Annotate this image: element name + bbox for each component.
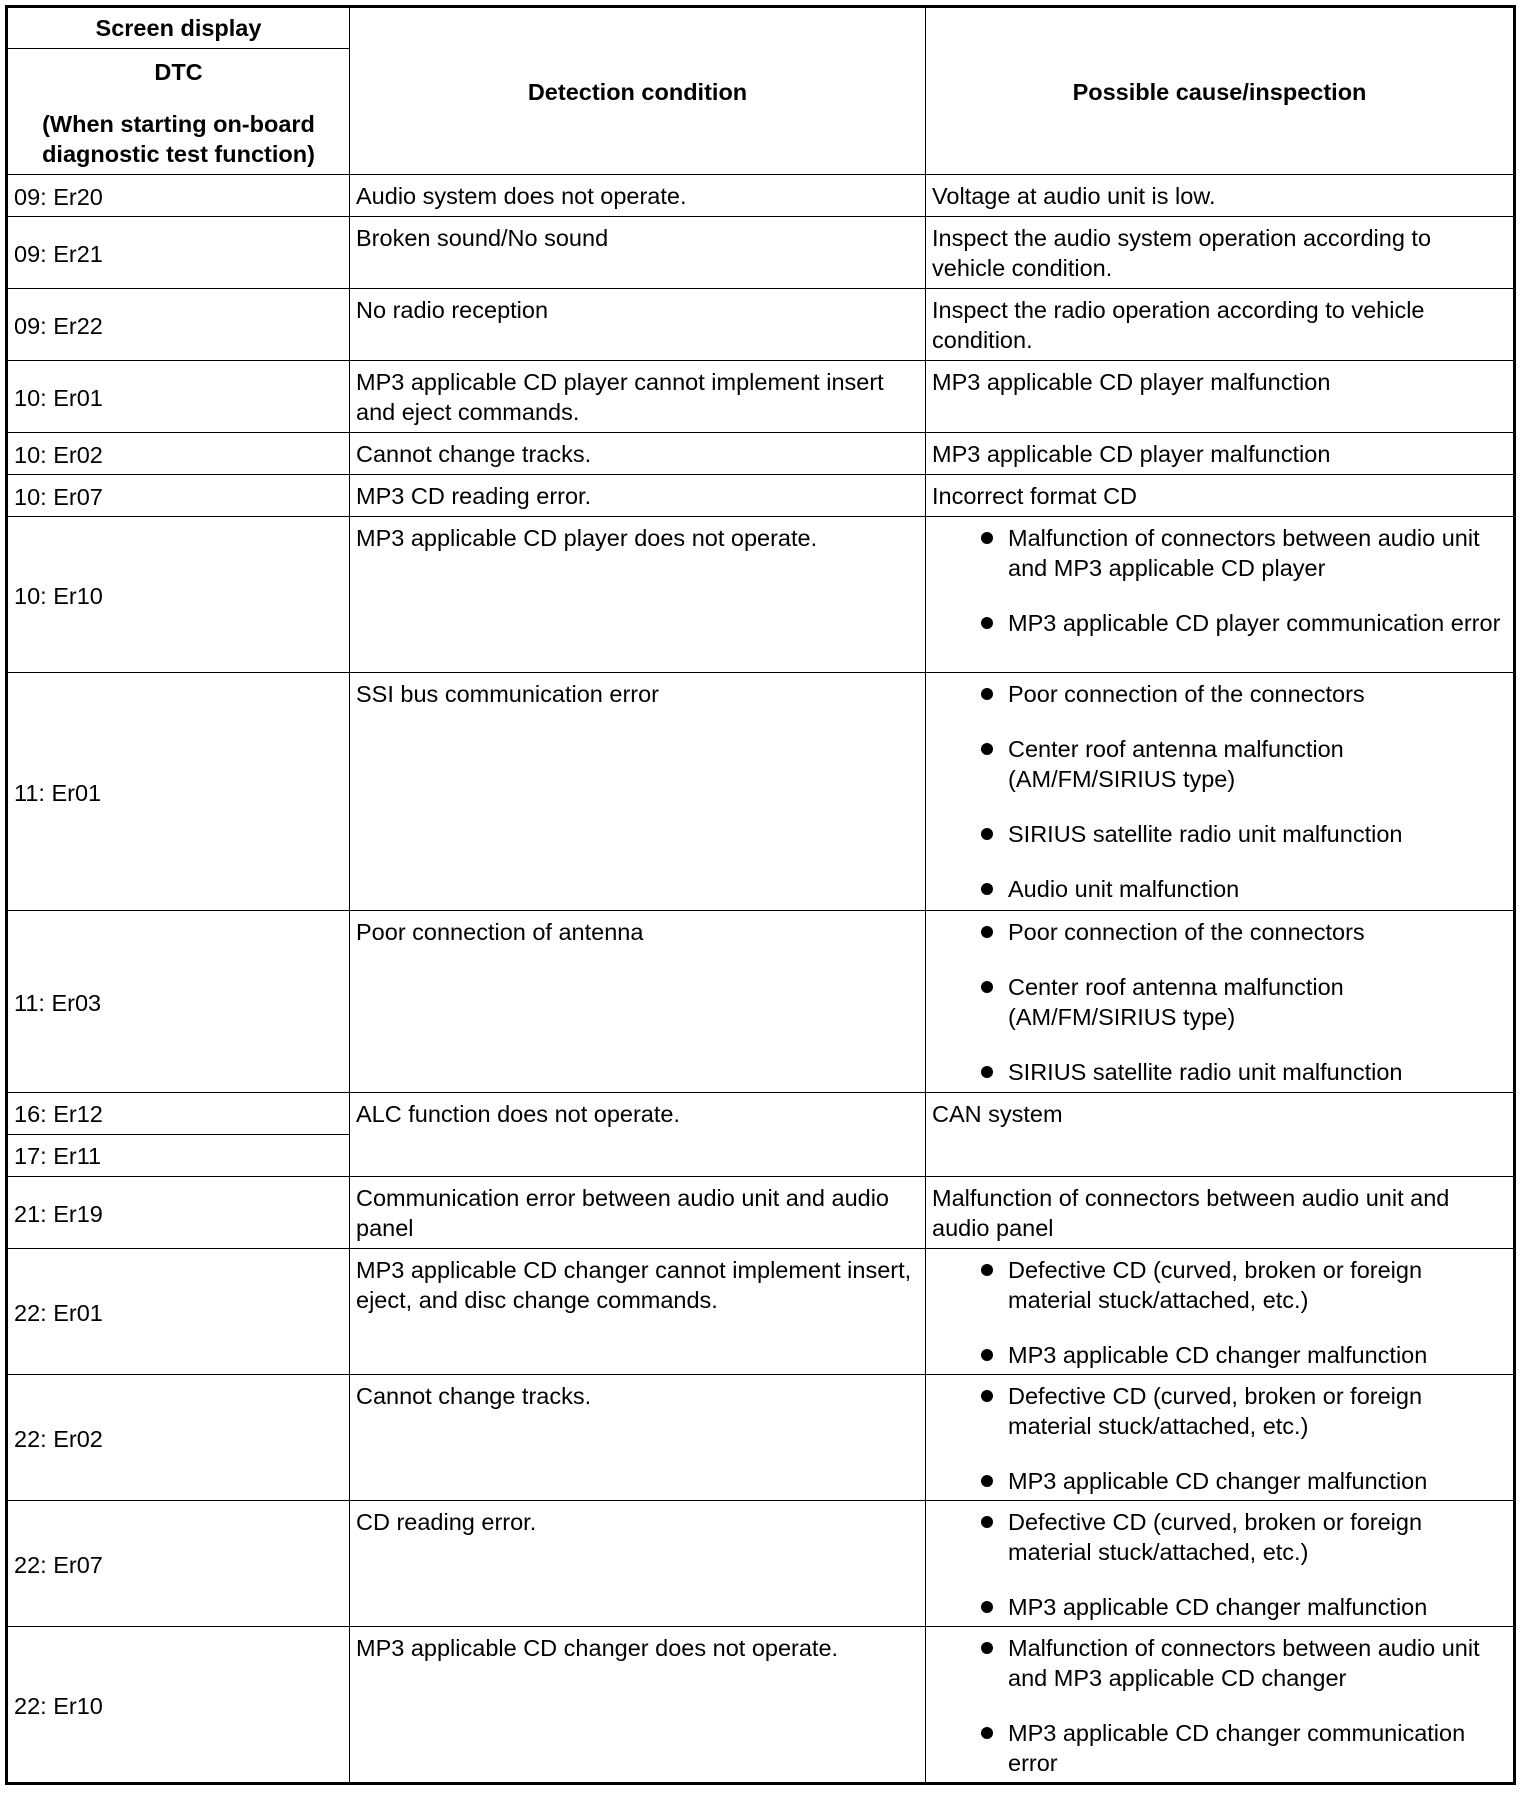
header-detection-condition: Detection condition [350,7,926,175]
header-possible-cause: Possible cause/inspection [926,7,1515,175]
cause-item: Defective CD (curved, broken or foreign material stuck/attached, etc.) [932,1507,1507,1567]
detection-condition: CD reading error. [350,1501,926,1627]
table-row [7,1375,1515,1501]
dtc-code: 22: Er07 [7,1501,350,1627]
dtc-code: 09: Er21 [7,217,350,289]
cause-item: Poor connection of the connectors [932,917,1507,947]
cause-item: MP3 applicable CD changer malfunction [932,1466,1507,1496]
possible-cause: MP3 applicable CD player malfunction [926,433,1515,475]
dtc-code: 22: Er10 [7,1627,350,1784]
possible-cause [926,1501,1515,1627]
possible-cause: Inspect the radio operation according to vehicle condition. [926,289,1515,361]
cause-item: Center roof antenna malfunction (AM/FM/SIRIUS type) [932,734,1507,794]
detection-condition: Broken sound/No sound [350,217,926,289]
possible-cause: Incorrect format CD [926,475,1515,517]
possible-cause: Inspect the audio system operation according to vehicle condition. [926,217,1515,289]
table-row [7,175,1515,217]
header-dtc-label: DTC [154,58,203,85]
dtc-code: 10: Er02 [7,433,350,475]
cause-list [932,1633,1507,1778]
detection-condition: MP3 applicable CD player does not operate. [350,517,926,673]
cause-list [932,1507,1507,1622]
possible-cause [926,1627,1515,1784]
cause-item: MP3 applicable CD changer malfunction [932,1340,1507,1370]
possible-cause [926,517,1515,673]
detection-condition: Audio system does not operate. [350,175,926,217]
header-screen-display: Screen display [7,7,350,49]
possible-cause [926,1375,1515,1501]
cause-item: MP3 applicable CD changer malfunction [932,1592,1507,1622]
detection-condition: Cannot change tracks. [350,433,926,475]
dtc-code: 22: Er02 [7,1375,350,1501]
table-row [7,475,1515,517]
detection-condition: Poor connection of antenna [350,911,926,1093]
cause-item: MP3 applicable CD player communication error [932,608,1507,638]
cause-list [932,917,1507,1087]
dtc-code: 11: Er03 [7,911,350,1093]
cause-item: Audio unit malfunction [932,874,1507,904]
dtc-code: 10: Er10 [7,517,350,673]
table-row [7,1093,1515,1135]
header-dtc [7,49,350,175]
possible-cause [926,673,1515,911]
table-row [7,1501,1515,1627]
cause-item: Center roof antenna malfunction (AM/FM/SIRIUS type) [932,972,1507,1032]
table-row [7,217,1515,289]
possible-cause [926,911,1515,1093]
detection-condition: MP3 applicable CD changer does not operate. [350,1627,926,1784]
possible-cause: Voltage at audio unit is low. [926,175,1515,217]
detection-condition: ALC function does not operate. [350,1093,926,1177]
table-row [7,361,1515,433]
cause-item: MP3 applicable CD changer communication error [932,1718,1507,1778]
header-dtc-note-line2: diagnostic test function) [42,140,315,167]
possible-cause: Malfunction of connectors between audio unit and audio panel [926,1177,1515,1249]
detection-condition: SSI bus communication error [350,673,926,911]
table-row [7,1177,1515,1249]
cause-list [932,679,1507,904]
dtc-table-body [7,175,1515,1784]
dtc-code: 21: Er19 [7,1177,350,1249]
detection-condition: Communication error between audio unit and audio panel [350,1177,926,1249]
dtc-code: 10: Er01 [7,361,350,433]
cause-item: Malfunction of connectors between audio unit and MP3 applicable CD player [932,523,1507,583]
detection-condition: No radio reception [350,289,926,361]
table-row [7,1249,1515,1375]
table-row [7,673,1515,911]
dtc-table [5,5,1516,1785]
dtc-code: 09: Er22 [7,289,350,361]
detection-condition: MP3 applicable CD changer cannot implement insert, eject, and disc change commands. [350,1249,926,1375]
table-row [7,517,1515,673]
dtc-code: 17: Er11 [7,1135,350,1177]
possible-cause: CAN system [926,1093,1515,1177]
cause-list [932,523,1507,638]
detection-condition: Cannot change tracks. [350,1375,926,1501]
cause-item: SIRIUS satellite radio unit malfunction [932,819,1507,849]
dtc-code: 11: Er01 [7,673,350,911]
cause-item: SIRIUS satellite radio unit malfunction [932,1057,1507,1087]
detection-condition: MP3 CD reading error. [350,475,926,517]
cause-list [932,1255,1507,1370]
detection-condition: MP3 applicable CD player cannot implement insert and eject commands. [350,361,926,433]
cause-item: Defective CD (curved, broken or foreign material stuck/attached, etc.) [932,1381,1507,1441]
dtc-code: 16: Er12 [7,1093,350,1135]
cause-list [932,1381,1507,1496]
dtc-code: 09: Er20 [7,175,350,217]
cause-item: Malfunction of connectors between audio unit and MP3 applicable CD changer [932,1633,1507,1693]
table-row [7,289,1515,361]
table-row [7,911,1515,1093]
dtc-code: 10: Er07 [7,475,350,517]
table-row [7,1627,1515,1784]
table-row [7,433,1515,475]
cause-item: Defective CD (curved, broken or foreign material stuck/attached, etc.) [932,1255,1507,1315]
possible-cause [926,1249,1515,1375]
dtc-code: 22: Er01 [7,1249,350,1375]
header-dtc-note-line1: (When starting on-board [42,110,315,137]
possible-cause: MP3 applicable CD player malfunction [926,361,1515,433]
cause-item: Poor connection of the connectors [932,679,1507,709]
